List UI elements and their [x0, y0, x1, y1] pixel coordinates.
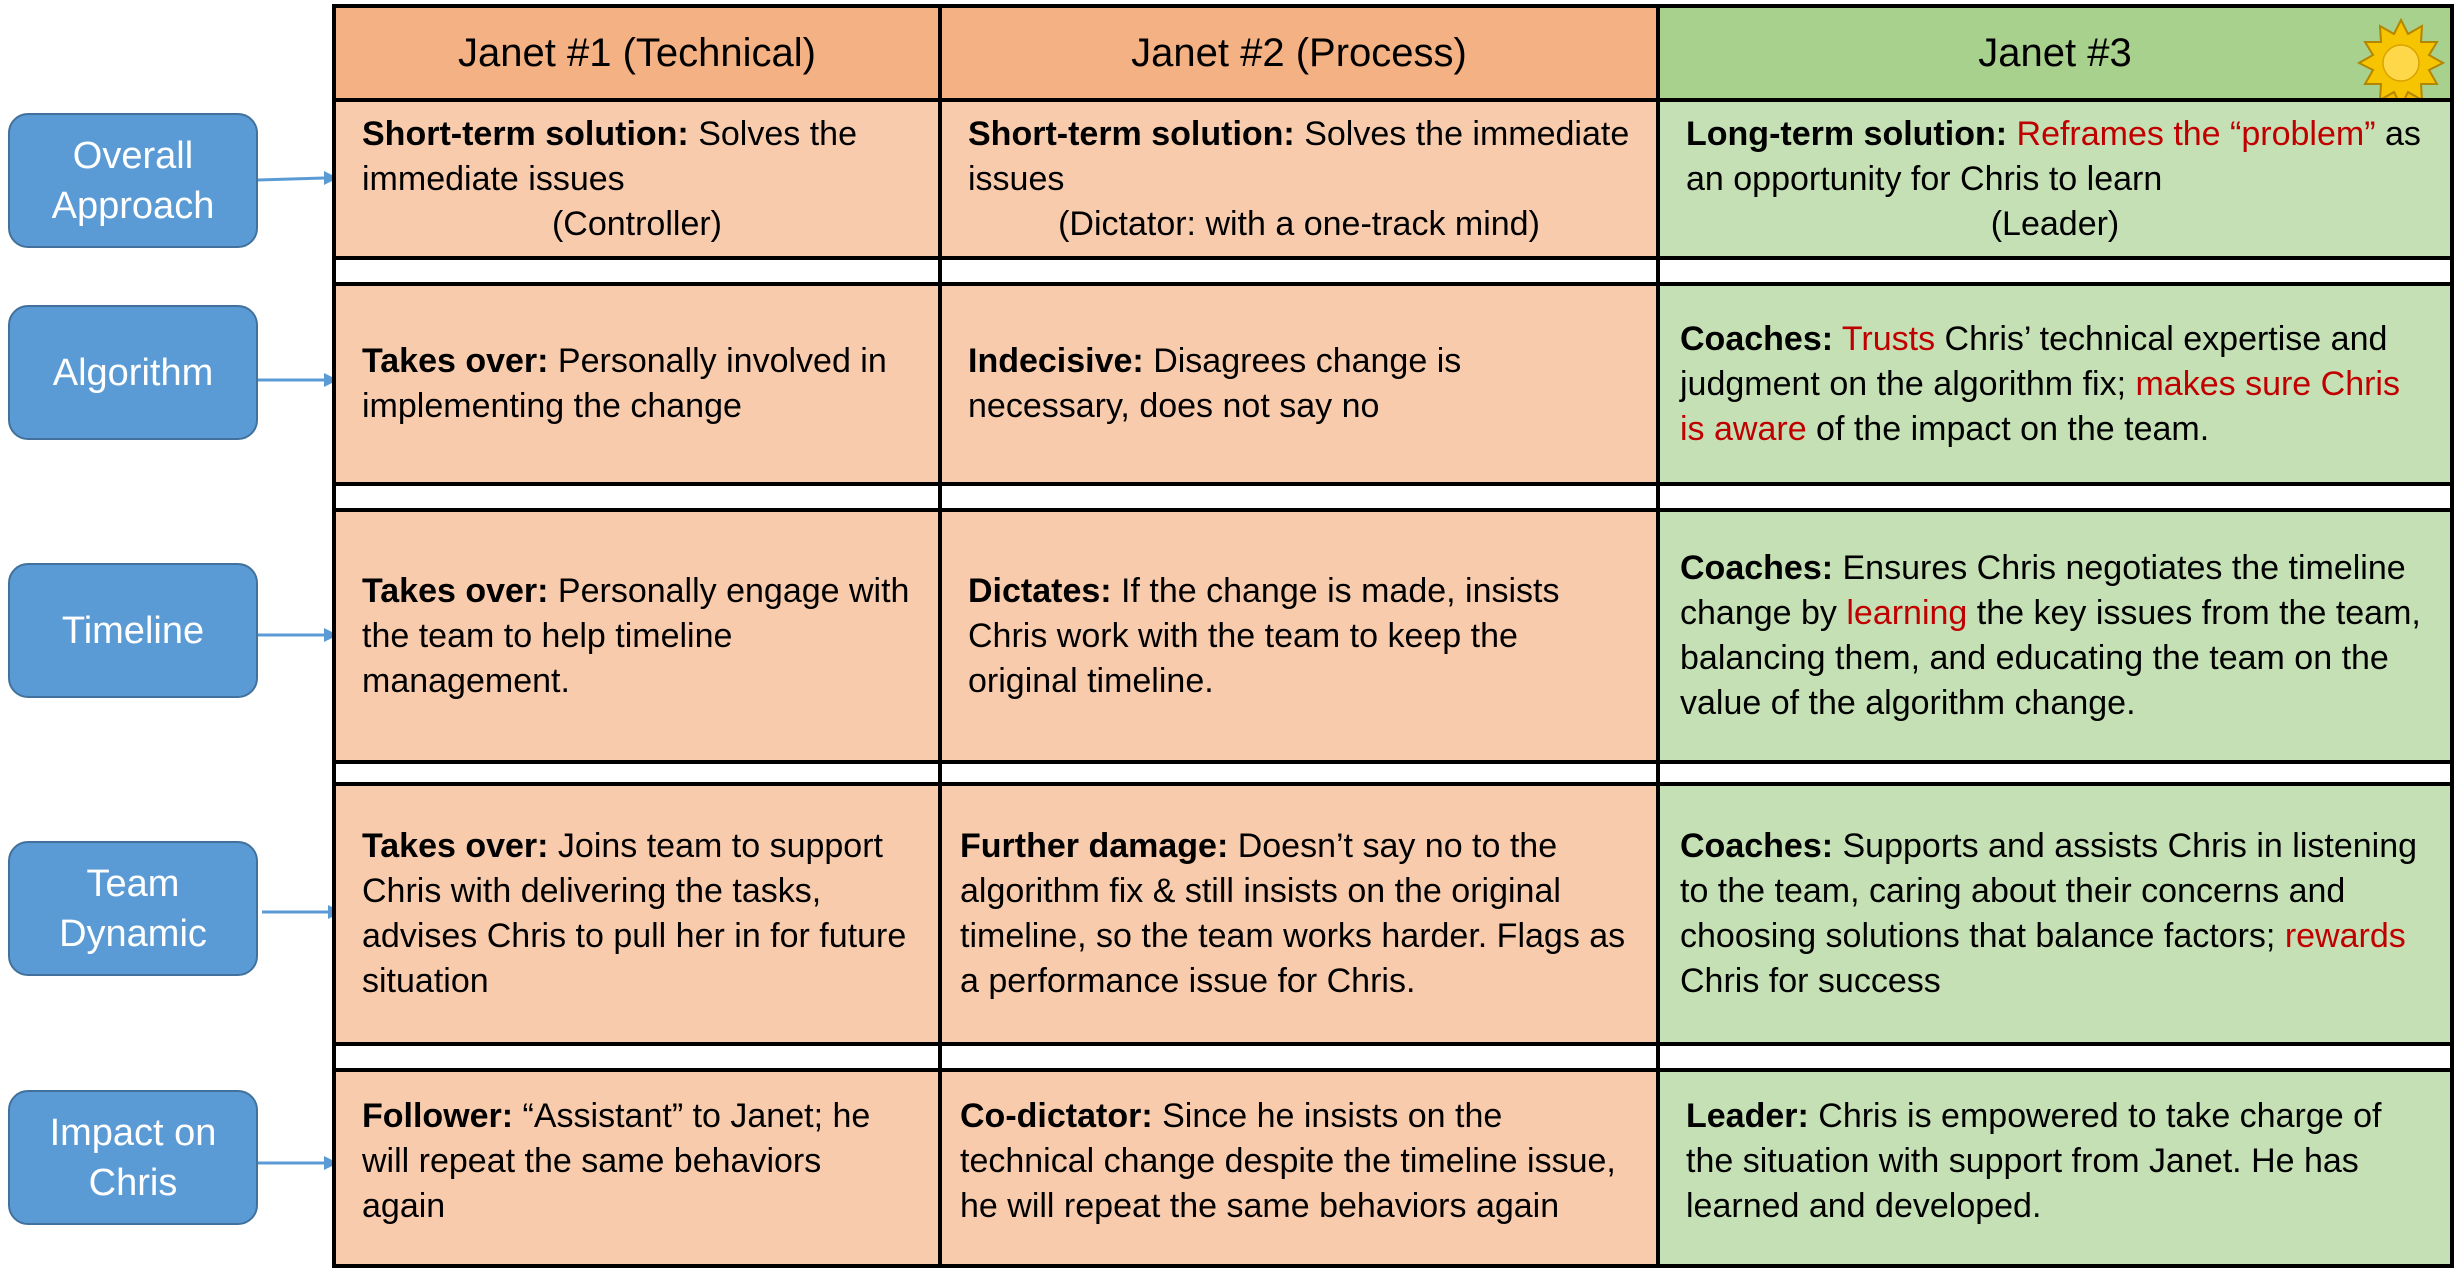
cell-timeline-janet-1: Takes over: Personally engage with the team to help timeline management.	[332, 508, 942, 764]
cell-algorithm-janet-1: Takes over: Personally involved in implementing the change	[332, 282, 942, 486]
row-label-team-dynamic: Team Dynamic	[8, 841, 258, 976]
header-janet-2: Janet #2 (Process)	[938, 4, 1660, 102]
cell-team-janet-3: Coaches: Supports and assists Chris in listening to the team, caring about their concerns and choosing solutions that balance factors; rewards Chris for success	[1656, 782, 2454, 1046]
arrow-icon	[258, 370, 338, 390]
cell-timeline-janet-2: Dictates: If the change is made, insists Chris work with the team to keep the original timeline.	[938, 508, 1660, 764]
row-label-impact-on-chris: Impact on Chris	[8, 1090, 258, 1225]
header-janet-1: Janet #1 (Technical)	[332, 4, 942, 102]
cell-team-janet-2: Further damage: Doesn’t say no to the algorithm fix & still insists on the original timeline, so the team works harder. Flags as a performance issue for Chris.	[938, 782, 1660, 1046]
arrow-icon	[262, 902, 342, 922]
cell-algorithm-janet-3: Coaches: Trusts Chris’ technical expertise and judgment on the algorithm fix; makes sure Chris is aware of the impact on the team.	[1656, 282, 2454, 486]
arrow-icon	[258, 625, 338, 645]
cell-algorithm-janet-2: Indecisive: Disagrees change is necessary, does not say no	[938, 282, 1660, 486]
cell-approach-janet-3: Long-term solution: Reframes the “problem” as an opportunity for Chris to learn (Leader)	[1656, 98, 2454, 260]
row-label-timeline: Timeline	[8, 563, 258, 698]
header-janet-3: Janet #3	[1656, 4, 2454, 102]
arrow-icon	[258, 170, 338, 190]
row-label-overall-approach: Overall Approach	[8, 113, 258, 248]
cell-team-janet-1: Takes over: Joins team to support Chris with delivering the tasks, advises Chris to pull her in for future situation	[332, 782, 942, 1046]
cell-impact-janet-2: Co-dictator: Since he insists on the technical change despite the timeline issue, he will repeat the same behaviors again	[938, 1068, 1660, 1268]
cell-impact-janet-1: Follower: “Assistant” to Janet; he will repeat the same behaviors again	[332, 1068, 942, 1268]
cell-impact-janet-3: Leader: Chris is empowered to take charge of the situation with support from Janet. He has learned and developed.	[1656, 1068, 2454, 1268]
cell-approach-janet-2: Short-term solution: Solves the immediate issues (Dictator: with a one-track mind)	[938, 98, 1660, 260]
cell-timeline-janet-3: Coaches: Ensures Chris negotiates the timeline change by learning the key issues from the team, balancing them, and educating the team on the value of the algorithm change.	[1656, 508, 2454, 764]
cell-approach-janet-1: Short-term solution: Solves the immediate issues (Controller)	[332, 98, 942, 260]
row-label-algorithm: Algorithm	[8, 305, 258, 440]
arrow-icon	[258, 1153, 338, 1173]
